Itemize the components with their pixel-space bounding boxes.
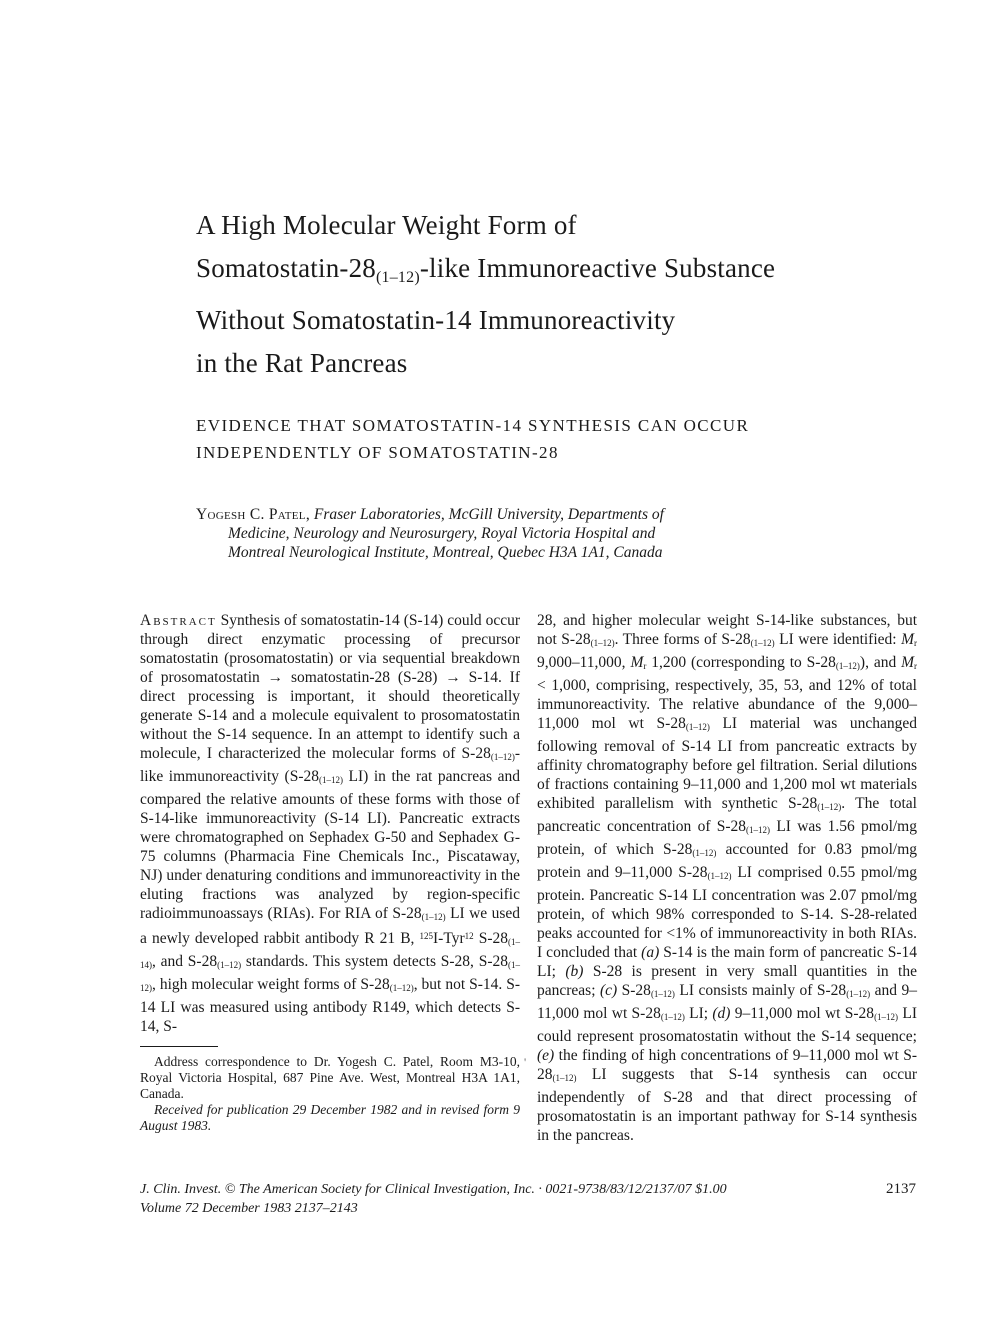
title-subscript: (1–12) <box>376 269 420 286</box>
abstract-text: standards. This system detects S-28, S-28 <box>241 953 508 970</box>
abstract-text: -like immunoreactivity (S-28 <box>140 745 520 785</box>
abstract-text: . Three forms of S-28 <box>614 631 751 648</box>
subscript: (1–12) <box>552 1073 577 1083</box>
author-block <box>196 505 896 562</box>
subscript: (1–12) <box>750 638 775 648</box>
subscript: (1–12) <box>874 1012 899 1022</box>
footnote-rule <box>140 1046 218 1047</box>
italic-enum: (b) <box>565 963 584 980</box>
footnote <box>140 1054 520 1134</box>
abstract-text: S-28 is present in very small quantities in the pancreas; <box>537 963 917 999</box>
superscript: 12 <box>464 931 474 941</box>
subscript: (1–12) <box>590 638 615 648</box>
subscript: (1–12) <box>817 802 842 812</box>
subscript: (1–12) <box>650 989 675 999</box>
subscript: (1–12) <box>685 722 710 732</box>
title-line-1: A High Molecular Weight Form of <box>196 210 577 240</box>
abstract-text: S-28 <box>473 930 508 947</box>
footer-line-1 <box>140 1180 920 1199</box>
margin-mark: ' <box>524 1055 527 1069</box>
italic-enum: (e) <box>537 1047 555 1064</box>
abstract-text: . The total pancreatic concentration of S-28 <box>537 795 917 835</box>
abstract-text: LI we used a newly developed rabbit antibody R 21 B, <box>140 905 520 947</box>
abstract-text: and 9–11,000 mol wt S-28 <box>537 982 917 1022</box>
abstract-text: the finding of high concentrations of 9–11,000 mol wt S-28 <box>537 1047 917 1083</box>
subscript: (1–12) <box>707 871 732 881</box>
abstract-text: ), and <box>859 654 902 671</box>
title-line-2-text: Somatostatin-28 <box>196 253 376 283</box>
abstract-text: LI consists mainly of S-28 <box>674 982 847 999</box>
subscript: (1–12) <box>660 1012 685 1022</box>
abstract-text: , high molecular weight forms of S-28 <box>152 976 390 993</box>
abstract-text: LI could represent prosomatostatin without the S-14 sequence; <box>537 1005 917 1045</box>
affiliation-2: Medicine, Neurology and Neurosurgery, Royal Victoria Hospital and <box>228 525 656 542</box>
abstract-heading: Abstract <box>140 612 217 629</box>
title-line-2-tail: -like Immunoreactive Substance <box>419 253 776 283</box>
abstract-text: Synthesis of somatostatin-14 (S-14) could occur through direct enzymatic processing of precursor somatostatin (prosomatostatin) or via sequential breakdown of prosomatostatin → somatostatin-28 (S-28) → S-14. If direct processing is important, it should theoretically generate S-14 and a molecule equivalent to prosomatostatin without the S-14 sequence. In an attempt to identify such a molecule, I characterized the molecular forms of S-28 <box>140 612 520 762</box>
abstract-text: LI material was unchanged following removal of S-14 LI from pancreatic extracts by affinity chromatography before gel filtration. Serial dilutions of fractions containing 9–11,000 and 1,200 mol wt materials exhibited parallelism with synthetic S-28 <box>537 715 917 812</box>
footer-line-2: Volume 72 December 1983 2137–2143 <box>140 1201 358 1216</box>
subscript: (1–12) <box>692 848 717 858</box>
abstract-text: 1,200 (corresponding to S-28 <box>646 654 836 671</box>
subscript: (1–12) <box>140 960 520 993</box>
abstract-right-column <box>537 611 917 1145</box>
italic-m: M <box>630 654 644 671</box>
abstract-text: LI suggests that S-14 synthesis can occur independently of S-28 and that direct processing of prosomatostatin is an important pathway for S-14 synthesis in the pancreas. <box>537 1066 917 1144</box>
subscript: (1–12) <box>217 960 242 970</box>
subscript: (1–12) <box>846 989 871 999</box>
subscript: (1–12) <box>389 983 414 993</box>
subscript: (1–12) <box>835 661 860 671</box>
abstract-text: 9–11,000 mol wt S-28 <box>730 1005 875 1022</box>
abstract-text: , but not S-14. S-14 LI was measured using antibody R149, which detects S-14, S- <box>140 976 520 1035</box>
correspondence-address: Address correspondence to Dr. Yogesh C. Patel, Room M3-10, Royal Victoria Hospital, 687 Pine Ave. West, Montreal H3A 1A1, Canada. <box>140 1054 520 1101</box>
article-title <box>196 204 896 385</box>
italic-enum: (c) <box>599 982 618 999</box>
subscript: (1–12) <box>421 912 446 922</box>
abstract-text: < 1,000, comprising, respectively, 35, 53, and 12% of total immunoreactivity. The relative abundance of the 9,000–11,000 mol wt S-28 <box>537 677 917 732</box>
citation-text: J. Clin. Invest. © The American Society for Clinical Investigation, Inc. · 0021-9738/83/12/2137/07 $1.00 <box>140 1182 727 1197</box>
subscript: (1–12) <box>490 752 515 762</box>
italic-m: M <box>901 631 914 648</box>
subscript: r <box>643 661 647 671</box>
subscript: (1–12) <box>318 775 343 785</box>
superscript: 125 <box>419 931 433 941</box>
abstract-text: , and S-28 <box>152 953 218 970</box>
subtitle-line-1: EVIDENCE THAT SOMATOSTATIN-14 SYNTHESIS CAN OCCUR <box>196 416 750 435</box>
title-line-3: Without Somatostatin-14 Immunoreactivity <box>196 305 676 335</box>
subtitle-line-2: INDEPENDENTLY OF SOMATOSTATIN-28 <box>196 443 559 462</box>
abstract-text: LI was 1.56 pmol/mg protein, of which S-28 <box>537 818 917 858</box>
subscript: (1–12) <box>746 825 771 835</box>
abstract-text: LI) in the rat pancreas and compared the relative amounts of these forms with those of S-14-like immunoreactivity (S-14 LI). Pancreatic extracts were chromatographed on Sephadex G-50 and Sephadex G-75 columns (Pharmacia Fine Chemicals Inc., Piscataway, NJ) under denaturing conditions and immunoreactivity in the eluting fractions was analyzed by region-specific radioimmunoassays (RIAs). For RIA of S-28 <box>140 768 520 922</box>
affiliation-1: Fraser Laboratories, McGill University, Departments of <box>310 506 664 523</box>
abstract-text: LI; <box>684 1005 713 1022</box>
abstract-text: LI were identified: <box>774 631 902 648</box>
italic-enum: (d) <box>712 1005 731 1022</box>
title-line-2 <box>196 247 896 299</box>
article-subtitle <box>196 412 916 466</box>
abstract-text: S-28 <box>617 982 651 999</box>
abstract-left-column <box>140 611 520 1036</box>
subscript: r <box>914 661 917 671</box>
abstract-text: S-14 is the main form of pancreatic S-14 LI; <box>537 944 917 980</box>
abstract-text: LI comprised 0.55 pmol/mg protein. Pancreatic S-14 LI concentration was 2.07 pmol/mg protein, of which 98% corresponded to S-14. S-28-related peaks accounted for <1% of immunoreactivity in both RIAs. I concluded that <box>537 864 917 961</box>
journal-footer <box>140 1180 920 1218</box>
affiliation-3: Montreal Neurological Institute, Montreal, Quebec H3A 1A1, Canada <box>228 544 663 561</box>
received-dates: Received for publication 29 December 1982 and in revised form 9 August 1983. <box>140 1102 520 1133</box>
abstract-text: 9,000–11,000, <box>537 654 631 671</box>
italic-m: M <box>901 654 914 671</box>
subscript: r <box>914 638 917 648</box>
author-name: Yogesh C. Patel, <box>196 506 311 523</box>
abstract-text: 28, and higher molecular weight S-14-like substances, but not S-28 <box>537 612 917 648</box>
italic-enum: (a) <box>641 944 660 961</box>
abstract-text: accounted for 0.83 pmol/mg protein and 9–11,000 S-28 <box>537 841 917 881</box>
subscript: (1–14) <box>140 937 520 970</box>
page-number: 2137 <box>886 1181 916 1197</box>
title-line-4: in the Rat Pancreas <box>196 348 408 378</box>
abstract-text: I-Tyr <box>433 930 465 947</box>
